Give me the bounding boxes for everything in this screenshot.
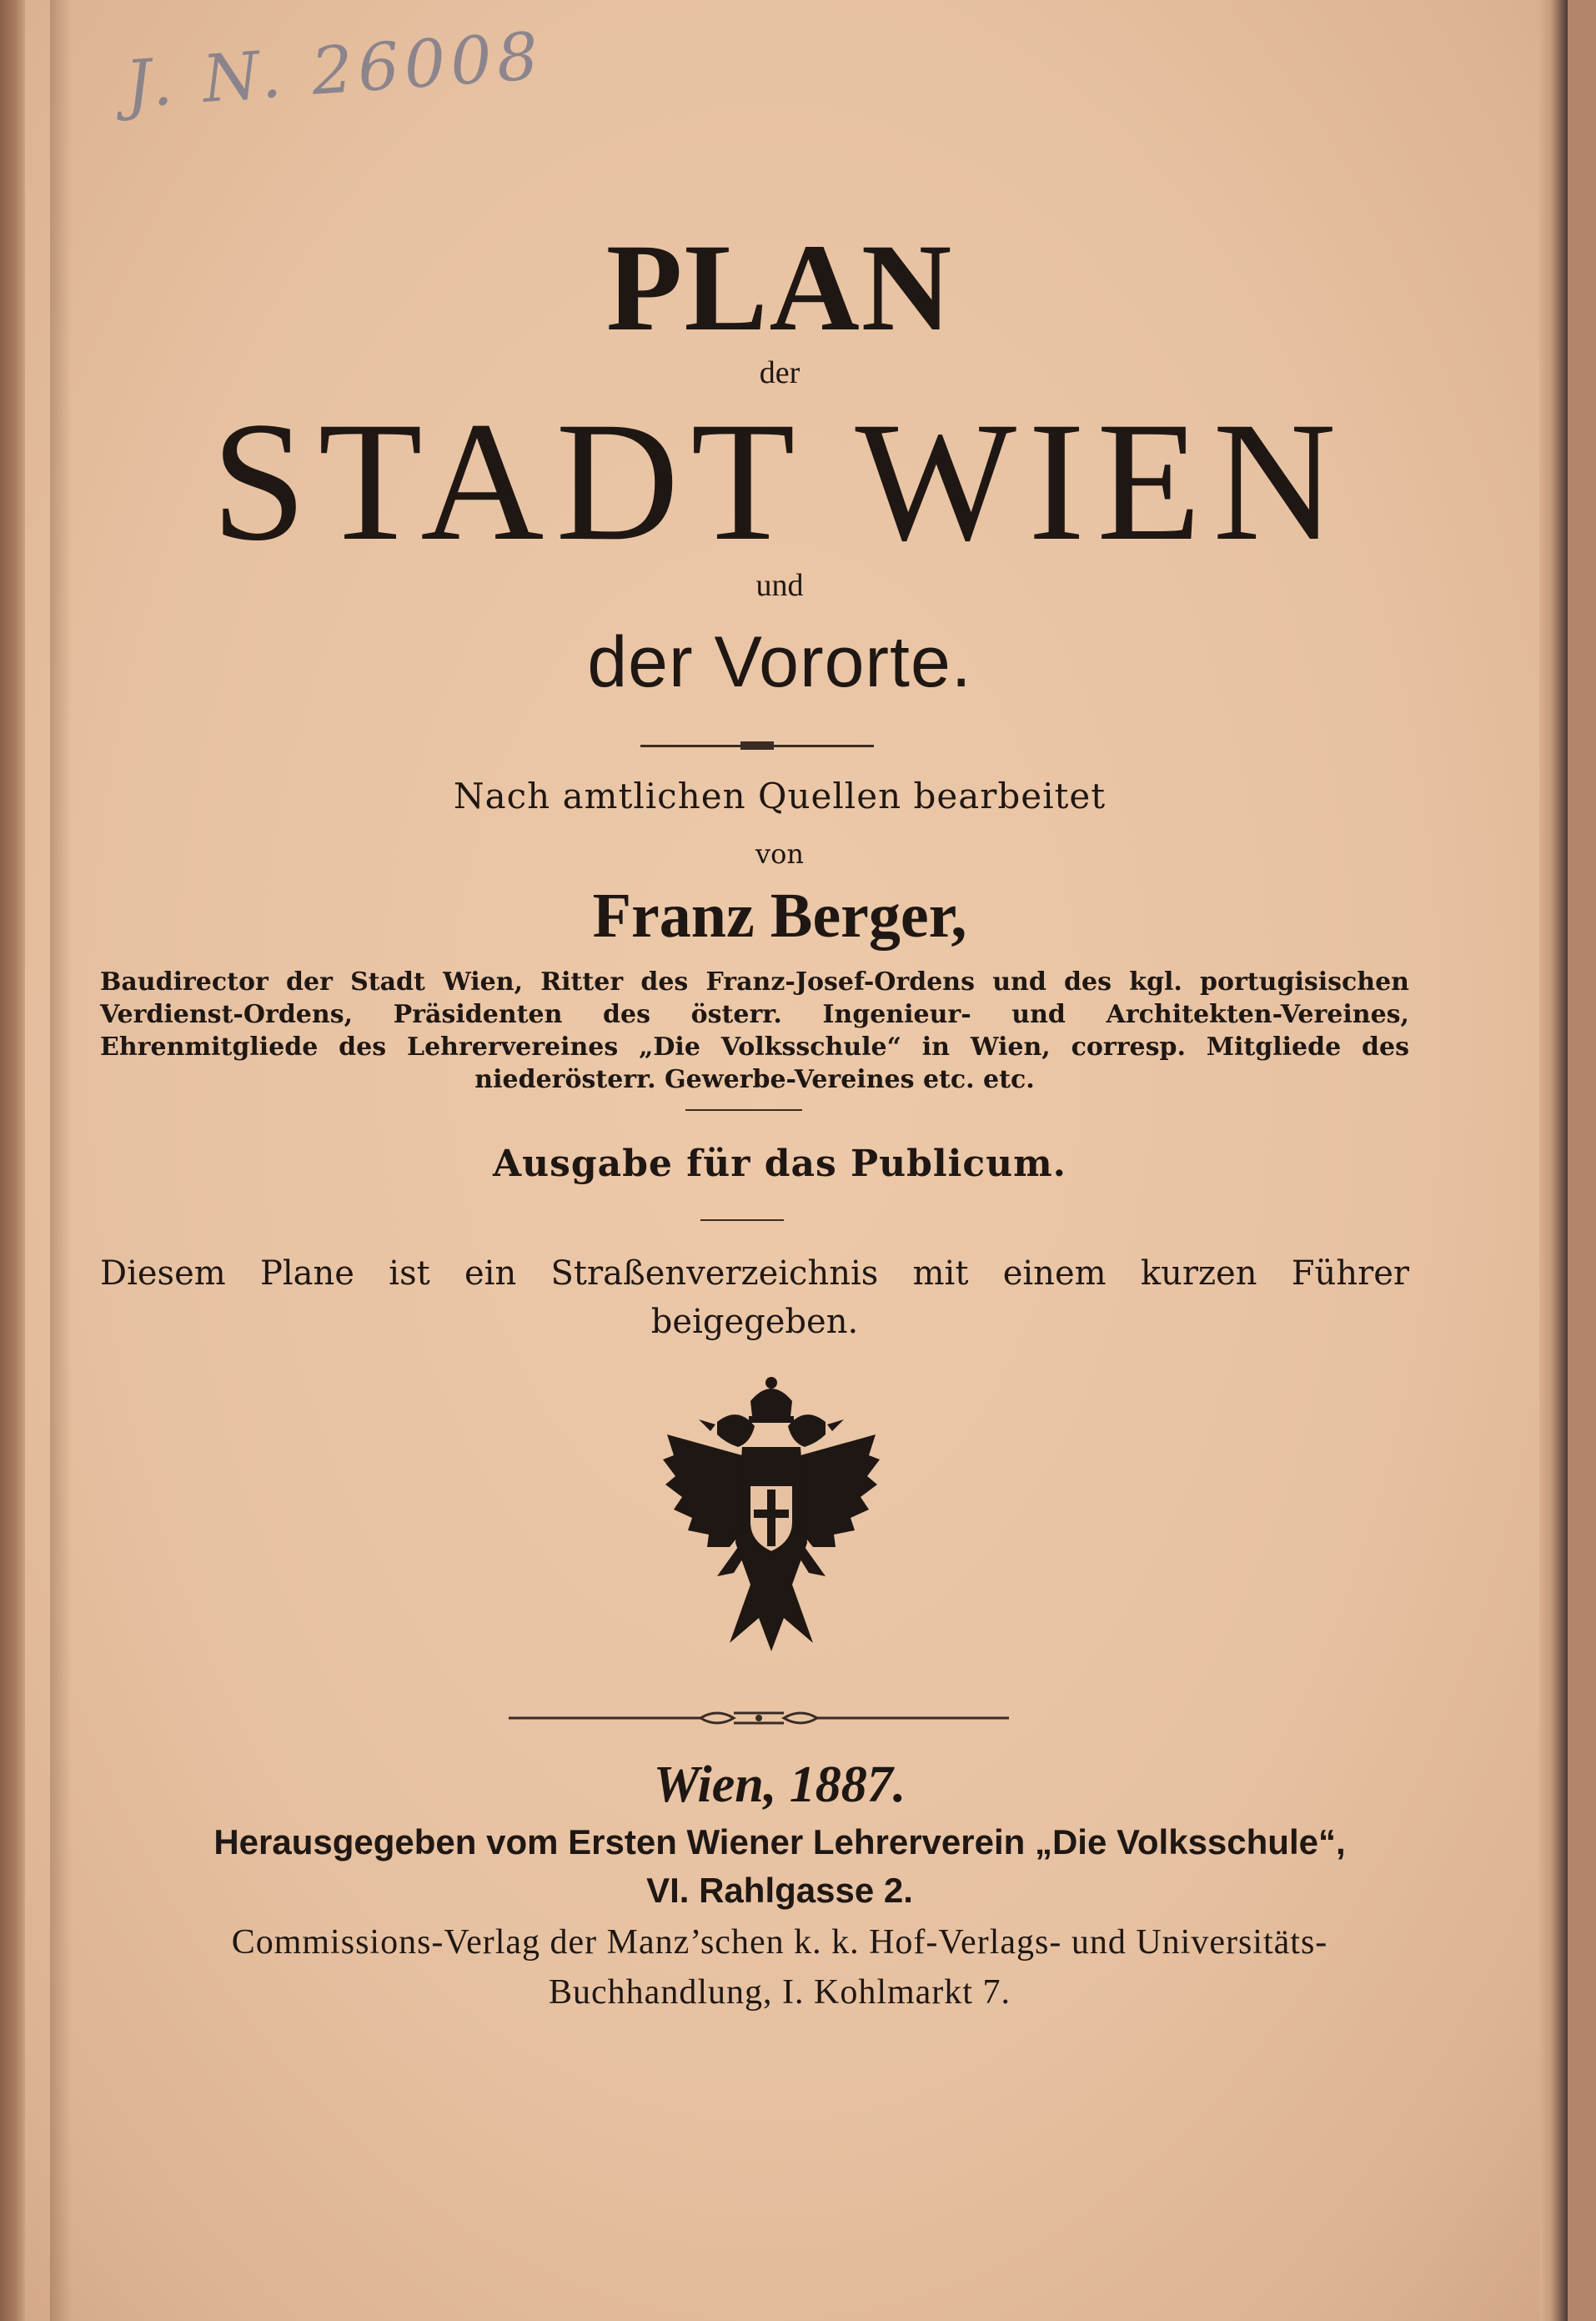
title-der: der xyxy=(759,355,801,390)
supplement-note: Diesem Plane ist ein Straßenverzeichnis mit einem kurzen Führer beigegeben. xyxy=(100,1254,1409,1341)
title-und: und xyxy=(755,568,804,603)
imprint-commission-line1: Commissions-Verlag der Manz’schen k. k. Hof-Verlags- und Universitäts- xyxy=(231,1923,1328,1962)
title-page xyxy=(25,0,1568,2321)
title-stadt-wien: STADT WIEN xyxy=(211,387,1348,576)
author-credits: Baudirector der Stadt Wien, Ritter des Franz-Josef-Ordens und des kgl. portugisischen Verdienst-Ordens, Präsidenten des österr. Ingenieur- und Architekten-Vereines, Ehrenmitgliede des Lehrervereines „Die Volksschule“ in Wien, corresp. Mitgliede des niederösterr. Gewerbe-Vereines etc. etc. xyxy=(100,967,1409,1094)
source-note: Nach amtlichen Quellen bearbeitet xyxy=(453,776,1107,816)
by-label: von xyxy=(755,838,804,870)
library-stamp: J. N. 26008 xyxy=(123,18,546,123)
book-spine xyxy=(0,0,25,2321)
divider-3 xyxy=(700,1219,784,1221)
author-name: Franz Berger, xyxy=(592,881,967,951)
imprint-publisher: Herausgegeben vom Ersten Wiener Lehrerverein „Die Volksschule“, xyxy=(213,1822,1346,1861)
imprint-address: VI. Rahlgasse 2. xyxy=(646,1871,913,1910)
title-vororte: der Vororte. xyxy=(587,622,972,702)
imprint-commission-line2: Buchhandlung, I. Kohlmarkt 7. xyxy=(549,1973,1011,2012)
decorative-rule xyxy=(509,1708,1009,1728)
imprint-place-year: Wien, 1887. xyxy=(653,1756,906,1813)
divider-2 xyxy=(685,1109,802,1111)
edition-label: Ausgabe für das Publicum. xyxy=(493,1143,1067,1185)
divider-1-center xyxy=(740,741,774,750)
title-plan: PLAN xyxy=(605,219,954,357)
double-headed-eagle-icon xyxy=(659,1376,884,1651)
